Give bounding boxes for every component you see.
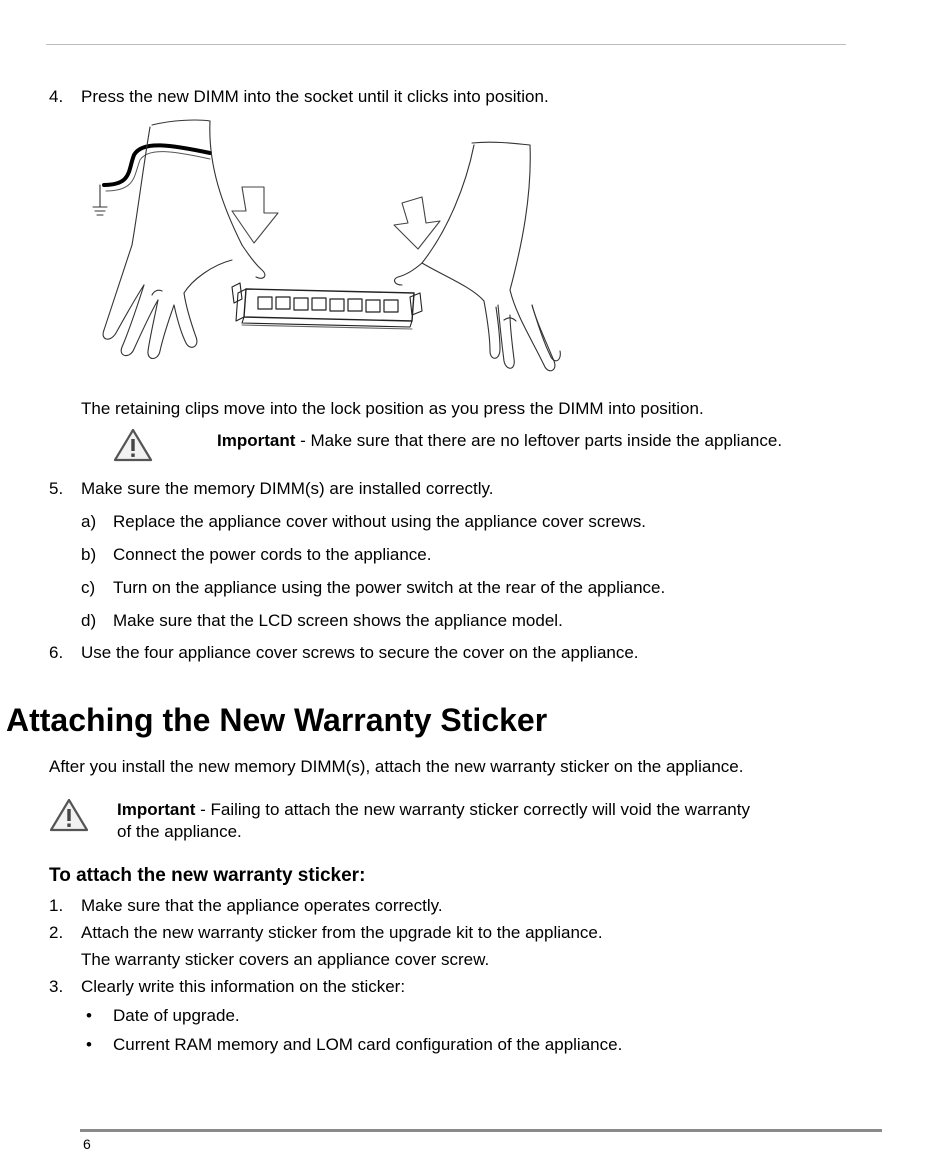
warning-triangle-icon xyxy=(48,797,90,833)
procedure-step-text: Attach the new warranty sticker from the upgrade kit to the appliance. xyxy=(81,923,603,942)
footer-rule xyxy=(80,1129,882,1132)
procedure-heading: To attach the new warranty sticker: xyxy=(49,865,366,886)
bullet-text: Date of upgrade. xyxy=(113,1006,240,1025)
step-5-text: Make sure the memory DIMM(s) are installed correctly. xyxy=(81,479,494,498)
header-rule xyxy=(46,44,846,45)
procedure-step-number: 1. xyxy=(49,896,64,915)
procedure-step-text: Make sure that the appliance operates correctly. xyxy=(81,896,443,915)
substep-text: Turn on the appliance using the power switch at the rear of the appliance. xyxy=(113,578,666,597)
procedure-step-note: The warranty sticker covers an appliance cover screw. xyxy=(81,950,490,969)
important-text-line2: of the appliance. xyxy=(117,822,242,841)
bullet-marker: • xyxy=(86,1006,92,1025)
important-text: - Make sure that there are no leftover parts inside the appliance. xyxy=(295,431,783,450)
step-6-text: Use the four appliance cover screws to secure the cover on the appliance. xyxy=(81,643,639,662)
important-label: Important xyxy=(217,431,296,450)
procedure-step-number: 3. xyxy=(49,977,64,996)
warning-triangle-icon xyxy=(112,427,154,463)
important-note-1 xyxy=(217,431,782,451)
substep-letter: d) xyxy=(81,611,97,630)
retaining-clips-text: The retaining clips move into the lock position as you press the DIMM into position. xyxy=(81,399,704,418)
important-label: Important xyxy=(117,800,196,819)
bullet-text: Current RAM memory and LOM card configuration of the appliance. xyxy=(113,1035,623,1054)
important-text: - Failing to attach the new warranty sticker correctly will void the warranty xyxy=(195,800,750,819)
step-4-number: 4. xyxy=(49,87,64,106)
page-number: 6 xyxy=(83,1136,91,1152)
intro-text: After you install the new memory DIMM(s), attach the new warranty sticker on the appliance. xyxy=(49,757,744,776)
substep-text: Connect the power cords to the appliance. xyxy=(113,545,432,564)
substep-letter: c) xyxy=(81,578,96,597)
step-4-text: Press the new DIMM into the socket until it clicks into position. xyxy=(81,87,549,106)
step-5-number: 5. xyxy=(49,479,64,498)
step-6-number: 6. xyxy=(49,643,64,662)
important-note-2 xyxy=(117,800,750,820)
procedure-step-text: Clearly write this information on the sticker: xyxy=(81,977,406,996)
substep-text: Replace the appliance cover without using the appliance cover screws. xyxy=(113,512,646,531)
substep-letter: b) xyxy=(81,545,97,564)
section-heading: Attaching the New Warranty Sticker xyxy=(6,702,548,738)
substep-text: Make sure that the LCD screen shows the appliance model. xyxy=(113,611,563,630)
substep-letter: a) xyxy=(81,512,97,531)
procedure-step-number: 2. xyxy=(49,923,64,942)
dimm-install-illustration xyxy=(92,115,572,385)
bullet-marker: • xyxy=(86,1035,92,1054)
